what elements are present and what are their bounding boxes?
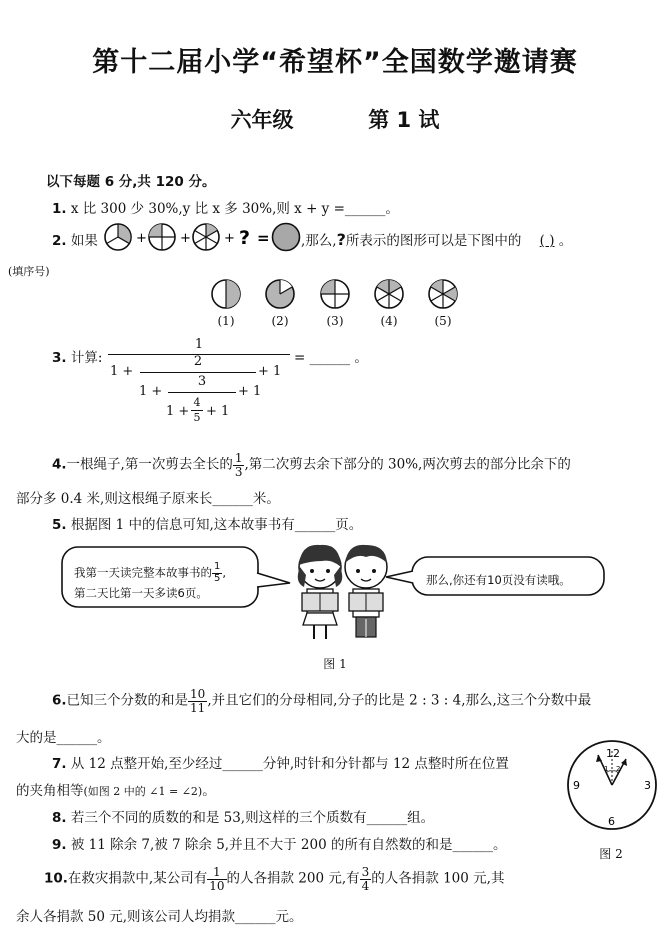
question-mark-icon: ? — [336, 230, 346, 249]
cf-one-plus-1: 1 + — [110, 364, 134, 379]
bubble-text: , — [222, 565, 227, 580]
cf-one-plus-3: 1 + — [166, 404, 190, 419]
equals-sign: = — [257, 229, 270, 247]
question-text: 已知三个分数的和是 — [66, 692, 189, 709]
question-mark-icon: ? — [239, 227, 251, 249]
fraction — [212, 562, 222, 584]
angle-label-1: 1 — [604, 765, 609, 773]
cf-answer: = ______ 。 — [294, 350, 368, 366]
clock-number-9: 9 — [573, 779, 580, 792]
intro-text: 以下每题 6 分,共 120 分。 — [46, 174, 216, 190]
cf-plus-one-1: + 1 — [258, 364, 282, 379]
figure-1-caption: 图 1 — [323, 657, 347, 671]
fraction-denominator: 3 — [234, 464, 243, 479]
question-4-line-2: 部分多 0.4 米,则这根绳子原来长______米。 — [16, 491, 280, 507]
question-number: 5. — [52, 517, 67, 533]
cf-numerator-2: 2 — [193, 354, 203, 369]
question-text: 若三个不同的质数的和是 53,则这样的三个质数有______组。 — [70, 810, 435, 826]
question-text: ,第二次剪去余下部分的 30%,两次剪去的部分比余下的 — [244, 456, 571, 473]
figure-2-caption: 图 2 — [599, 847, 623, 861]
cf-deep-denominator: 5 — [193, 411, 201, 424]
fraction-numerator: 1 — [234, 451, 243, 465]
question-text: ,并且它们的分母相同,分子的比是 2 : 3 : 4,那么,这三个分数中最 — [207, 692, 592, 709]
question-text: 在救灾捐款中,某公司有 — [67, 870, 208, 887]
bubble-left-line-2: 第二天比第一天多读6页。 — [74, 586, 208, 600]
q2-equation-figures — [102, 220, 302, 254]
cf-plus-one-2: + 1 — [238, 384, 262, 399]
question-note: (如图 2 中的 ∠1 = ∠2) — [83, 785, 203, 798]
option-5-sixths-icon — [429, 280, 457, 308]
cf-one-plus-2: 1 + — [139, 384, 163, 399]
option-3-quarters-icon — [321, 280, 349, 308]
question-text: 的人各捐款 200 元,有 — [226, 870, 360, 887]
cf-numerator-3: 3 — [197, 374, 207, 389]
question-6-line-2: 大的是______。 — [16, 730, 111, 746]
option-label-2: (2) — [271, 314, 289, 328]
fraction-numerator: 3 — [361, 865, 370, 879]
question-number: 2. — [52, 233, 67, 249]
question-text: 一根绳子,第一次剪去全长的 — [66, 456, 233, 473]
fraction-denominator: 5 — [214, 572, 221, 584]
question-1 — [52, 197, 399, 217]
question-number: 9. — [52, 837, 67, 853]
fraction — [207, 866, 226, 892]
question-6 — [52, 688, 591, 714]
clock-number-3: 3 — [644, 779, 651, 792]
fraction-denominator: 10 — [209, 878, 225, 893]
question-7-line-2 — [16, 779, 216, 799]
circle-full-icon — [273, 224, 300, 251]
question-text: 的人各捐款 100 元,其 — [371, 870, 505, 887]
circle-sixths-icon — [193, 224, 219, 250]
cf-numerator-1: 1 — [194, 337, 204, 352]
clock-number-12: 12 — [606, 747, 620, 760]
question-number: 10. — [44, 870, 68, 887]
fill-in-note: (填序号) — [8, 265, 50, 278]
fraction — [233, 452, 245, 478]
option-label-4: (4) — [380, 314, 398, 328]
clock-number-6: 6 — [608, 815, 615, 828]
fraction — [188, 688, 207, 714]
option-4-sixths-icon — [375, 280, 403, 308]
fraction-denominator: 4 — [361, 878, 370, 893]
question-number: 1. — [52, 201, 67, 217]
figure-2-clock — [565, 737, 659, 833]
cf-bar-3 — [168, 392, 236, 393]
question-number: 6. — [52, 692, 67, 709]
fraction-numerator: 1 — [207, 866, 226, 880]
fraction-numerator: 10 — [190, 687, 206, 701]
cf-deep-numerator: 4 — [193, 396, 201, 409]
option-label-5: (5) — [434, 314, 452, 328]
question-text: 根据图 1 中的信息可知,这本故事书有______页。 — [70, 517, 363, 533]
plus-sign: + — [224, 231, 235, 246]
question-10 — [44, 866, 504, 892]
question-4 — [52, 452, 571, 478]
question-9 — [52, 833, 506, 853]
period: 。 — [202, 783, 216, 799]
question-text: ,那么, — [301, 233, 337, 249]
question-8 — [52, 806, 434, 826]
question-10-line-2: 余人各捐款 50 元,则该公司人均捐款______元。 — [16, 909, 303, 925]
round-label: 第 1 试 — [368, 108, 440, 132]
fraction-numerator: 1 — [214, 561, 221, 572]
bubble-right-text: 那么,你还有10页没有读哦。 — [426, 573, 571, 587]
question-text: 被 11 除余 7,被 7 除余 5,并且不大于 200 的所有自然数的和是______。 — [70, 837, 507, 853]
option-label-3: (3) — [326, 314, 344, 328]
plus-sign: + — [136, 231, 147, 246]
question-7 — [52, 752, 509, 772]
girl-reading-icon — [298, 545, 343, 639]
fraction-denominator: 11 — [190, 700, 206, 715]
fraction — [360, 866, 372, 892]
question-3 — [52, 346, 102, 366]
option-2-five-sixths-icon — [266, 280, 294, 308]
option-label-1: (1) — [217, 314, 235, 328]
grade-label: 六年级 — [230, 108, 294, 132]
question-text: x 比 300 少 30%,y 比 x 多 30%,则 x + y =______。 — [70, 201, 399, 217]
option-1-half-circle-icon — [212, 280, 240, 308]
circle-thirds-icon — [105, 224, 131, 250]
question-text: 的夹角相等 — [16, 783, 84, 799]
question-text: 所表示的图形可以是下图中的 — [345, 233, 522, 249]
cf-plus-one-3: + 1 — [206, 404, 230, 419]
question-number: 8. — [52, 810, 67, 826]
question-number: 7. — [52, 756, 67, 772]
bubble-text: 我第一天读完整本故事书的 — [74, 565, 212, 580]
question-number: 4. — [52, 456, 67, 473]
bubble-left-line-1 — [74, 562, 226, 584]
plus-sign: + — [180, 231, 191, 246]
period: 。 — [558, 233, 573, 249]
question-prefix: 计算: — [70, 350, 103, 366]
page-subtitle — [0, 104, 670, 134]
page-title: 第十二届小学“希望杯”全国数学邀请赛 — [92, 47, 578, 78]
cf-bar-2 — [140, 372, 256, 373]
q2-option-figures — [205, 276, 465, 312]
answer-blank: ( ) — [539, 233, 555, 249]
question-prefix: 如果 — [70, 233, 98, 249]
question-5 — [52, 513, 362, 533]
question-text: 从 12 点整开始,至少经过______分钟,时针和分针都与 12 点整时所在位置 — [70, 756, 509, 772]
boy-reading-icon — [345, 545, 387, 637]
question-number: 3. — [52, 350, 67, 366]
angle-label-2: 2 — [616, 765, 621, 773]
circle-quarters-icon — [149, 224, 175, 250]
question-2-suffix — [301, 229, 572, 249]
question-2 — [52, 229, 98, 249]
